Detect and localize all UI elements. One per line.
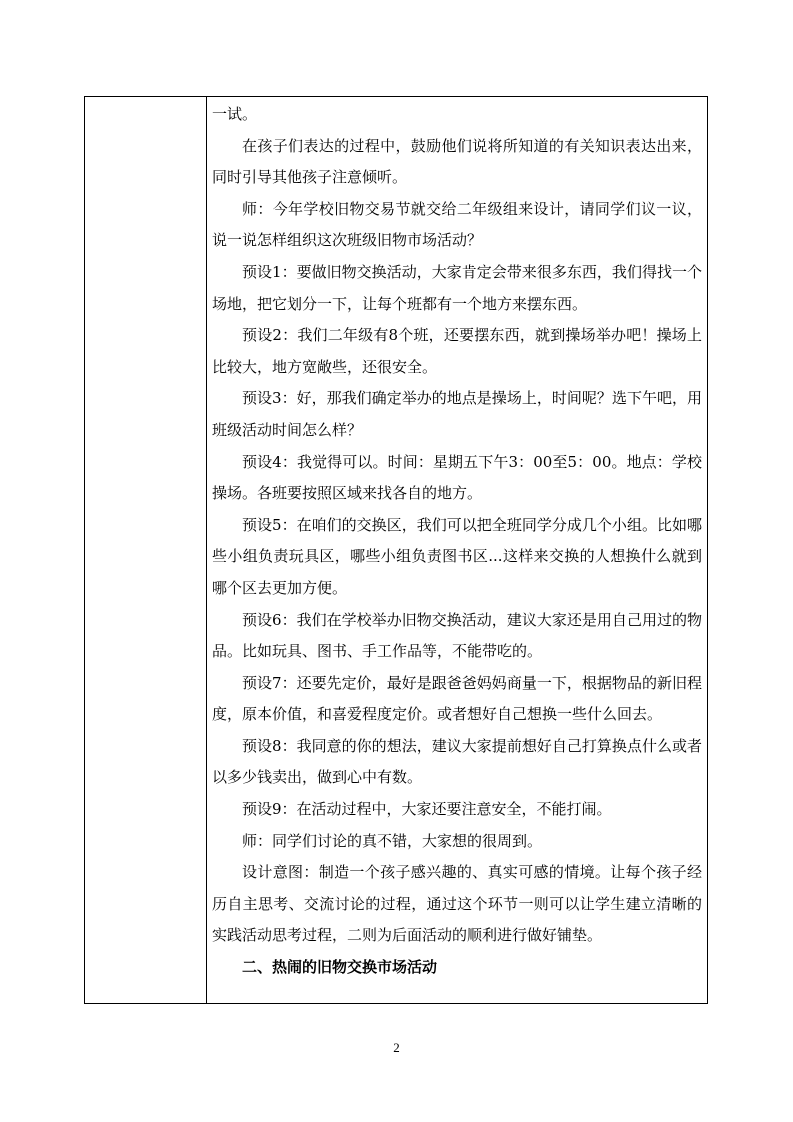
paragraph-preset-4: 预设4：我觉得可以。时间：星期五下午3：00至5：00。地点：学校操场。各班要按照区域来找各自的地方。 <box>212 452 702 503</box>
table-content-column <box>207 97 707 1003</box>
paragraph-continuation: 一试。 <box>212 105 258 123</box>
paragraph-design-intent: 设计意图：制造一个孩子感兴趣的、真实可感的情境。让每个孩子经历自主思考、交流讨论的过程，通过这个环节一则可以让学生建立清晰的实践活动思考过程，二则为后面活动的顺利进行做好铺垫。 <box>212 863 702 945</box>
lesson-table <box>84 96 708 1004</box>
paragraph-preset-8: 预设8：我同意的你的想法，建议大家提前想好自己打算换点什么或者以多少钱卖出，做到心中有数。 <box>212 736 702 787</box>
paragraph-guidance: 在孩子们表达的过程中，鼓励他们说将所知道的有关知识表达出来，同时引导其他孩子注意倾听。 <box>212 136 702 187</box>
table-label-column <box>85 97 207 1003</box>
paragraph-preset-9: 预设9：在活动过程中，大家还要注意安全，不能打闹。 <box>242 800 612 819</box>
paragraph-preset-7: 预设7：还要先定价，最好是跟爸爸妈妈商量一下，根据物品的新旧程度，原本价值，和喜爱程度定价。或者想好自己想换一些什么回去。 <box>212 673 702 724</box>
paragraph-preset-6: 预设6：我们在学校举办旧物交换活动，建议大家还是用自己用过的物品。比如玩具、图书、手工作品等，不能带吃的。 <box>212 610 702 661</box>
page-number: 2 <box>393 1040 400 1055</box>
paragraph-preset-2: 预设2：我们二年级有8个班，还要摆东西，就到操场举办吧！操场上比较大，地方宽敞些，还很安全。 <box>212 326 702 376</box>
section-heading: 二、热闹的旧物交换市场活动 <box>242 958 438 977</box>
paragraph-preset-1: 预设1：要做旧物交换活动，大家肯定会带来很多东西，我们得找一个场地，把它划分一下，让每个班都有一个地方来摆东西。 <box>212 262 702 313</box>
paragraph-preset-3: 预设3：好，那我们确定举办的地点是操场上，时间呢？选下午吧，用班级活动时间怎么样？ <box>212 389 702 439</box>
paragraph-teacher-summary: 师：同学们讨论的真不错，大家想的很周到。 <box>242 831 543 850</box>
paragraph-preset-5: 预设5：在咱们的交换区，我们可以把全班同学分成几个小组。比如哪些小组负责玩具区，哪些小组负责图书区...这样来交换的人想换什么就到哪个区去更加方便。 <box>212 515 702 597</box>
lesson-content <box>212 99 702 984</box>
paragraph-teacher-prompt: 师：今年学校旧物交易节就交给二年级组来设计，请同学们议一议，说一说怎样组织这次班级旧物市场活动？ <box>212 199 702 250</box>
